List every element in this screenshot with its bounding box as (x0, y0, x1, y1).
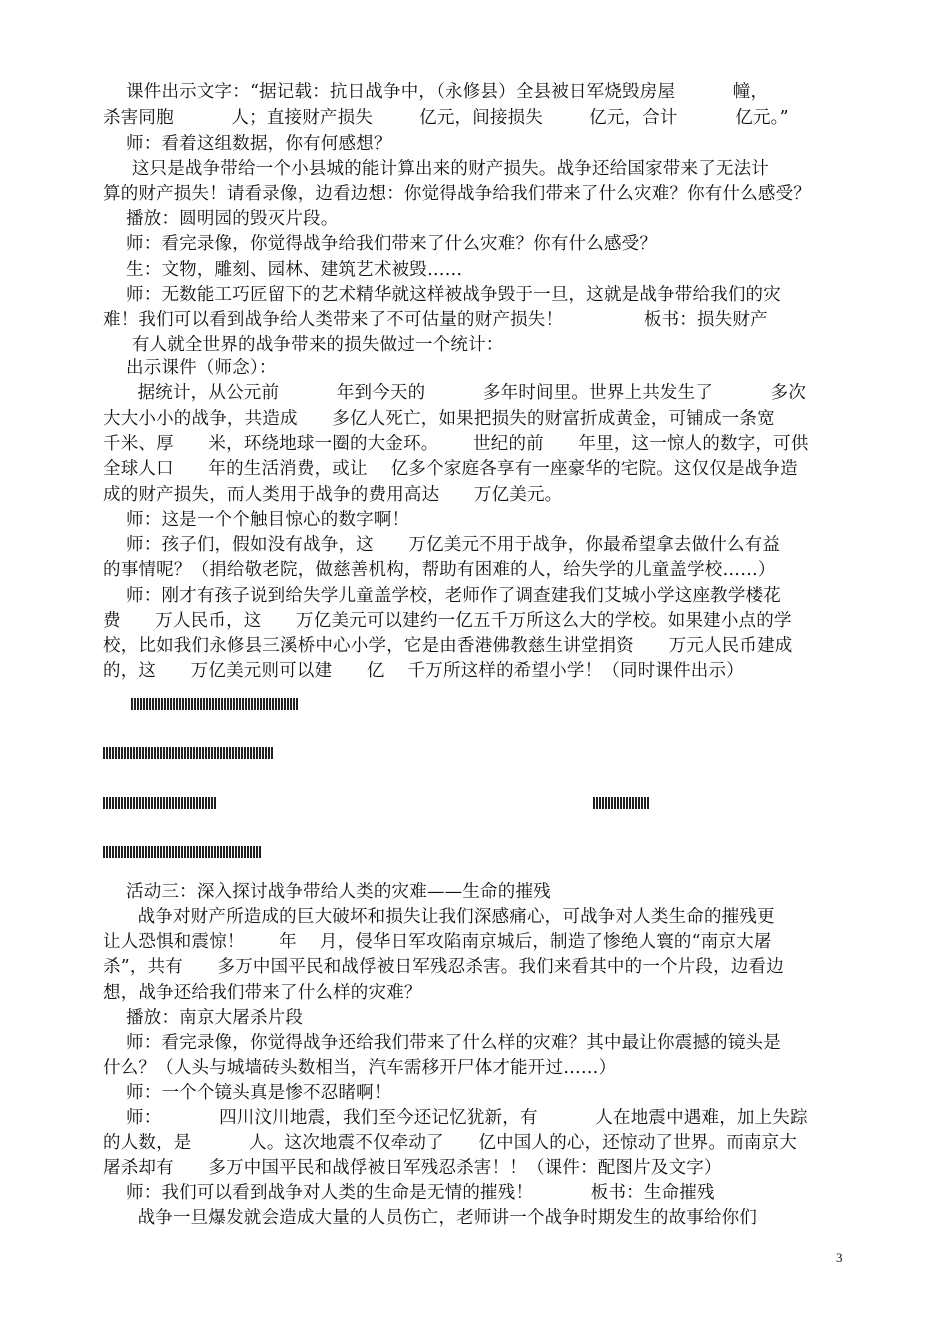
text-line: 成的财产损失，而人类用于战争的费用高达 万亿美元。 (103, 485, 563, 505)
missing-glyph-box (599, 797, 601, 809)
text-line: 杀害同胞 人；直接财产损失 亿元，间接损失 亿元，合计 亿元。” (103, 108, 789, 128)
missing-glyph-box (193, 797, 195, 809)
text-line: 难！我们可以看到战争给人类带来了不可估量的财产损失！ 板书：损失财产 (103, 310, 768, 330)
missing-glyph-box (238, 747, 240, 759)
missing-glyph-box (106, 846, 108, 858)
missing-glyph-box (202, 797, 204, 809)
missing-glyph-box (605, 797, 607, 809)
missing-glyph-box (178, 846, 180, 858)
missing-glyph-box (632, 797, 634, 809)
missing-glyph-box (190, 797, 192, 809)
missing-glyph-box (230, 698, 232, 710)
missing-glyph-box (199, 797, 201, 809)
missing-glyph-box (160, 747, 162, 759)
missing-glyph-box (133, 797, 135, 809)
missing-glyph-box (269, 698, 271, 710)
missing-glyph-box (145, 846, 147, 858)
missing-glyph-box (172, 797, 174, 809)
missing-glyph-box (187, 747, 189, 759)
missing-glyph-box (244, 747, 246, 759)
text-line: 全球人口 年的生活消费，或让 亿多个家庭各享有一座豪华的宅院。这仅仅是战争造 (103, 459, 798, 479)
missing-glyph-box (103, 747, 105, 759)
missing-glyph-box (161, 698, 163, 710)
missing-glyph-box (178, 747, 180, 759)
missing-glyph-box (620, 797, 622, 809)
text-line: 师：这是一个个触目惊心的数字啊！ (103, 510, 410, 530)
missing-glyph-box (217, 747, 219, 759)
missing-glyph-box (233, 698, 235, 710)
missing-glyph-box (154, 747, 156, 759)
missing-glyph-box (152, 698, 154, 710)
missing-glyph-box (268, 747, 270, 759)
missing-glyph-box (154, 797, 156, 809)
text-line: 师：看完录像，你觉得战争给我们带来了什么灾难？你有什么感受？ (103, 234, 658, 254)
text-line: 师： 四川汶川地震，我们至今还记忆犹新，有 人在地震中遇难，加上失踪 (103, 1108, 808, 1128)
missing-glyph-box (127, 747, 129, 759)
text-line: 的人数，是 人。这次地震不仅牵动了 亿中国人的心，还惊动了世界。而南京大 (103, 1133, 798, 1153)
missing-glyph-box (112, 747, 114, 759)
missing-glyph-box (218, 698, 220, 710)
missing-glyph-box (242, 698, 244, 710)
missing-glyph-box (265, 747, 267, 759)
missing-glyph-box (164, 698, 166, 710)
missing-glyph-box (112, 797, 114, 809)
text-line: 的事情呢？（捐给敬老院，做慈善机构，帮助有困难的人，给失学的儿童盖学校……） (103, 560, 776, 580)
missing-glyph-box (241, 747, 243, 759)
missing-glyph-box (184, 747, 186, 759)
missing-glyph-box (127, 846, 129, 858)
garbled-text-row (103, 797, 237, 811)
missing-glyph-box (145, 797, 147, 809)
missing-glyph-box (199, 747, 201, 759)
missing-glyph-box (226, 846, 228, 858)
missing-glyph-box (163, 797, 165, 809)
missing-glyph-box (200, 698, 202, 710)
missing-glyph-box (227, 698, 229, 710)
missing-glyph-box (266, 698, 268, 710)
missing-glyph-box (281, 698, 283, 710)
missing-glyph-box (203, 698, 205, 710)
missing-glyph-box (179, 698, 181, 710)
missing-glyph-box (139, 747, 141, 759)
missing-glyph-box (106, 797, 108, 809)
missing-glyph-box (250, 846, 252, 858)
missing-glyph-box (137, 698, 139, 710)
missing-glyph-box (139, 797, 141, 809)
missing-glyph-box (184, 797, 186, 809)
missing-glyph-box (241, 846, 243, 858)
text-line: 屠杀却有 多万中国平民和战俘被日军残忍杀害！！（课件：配图片及文字） (103, 1158, 722, 1178)
missing-glyph-box (223, 846, 225, 858)
missing-glyph-box (115, 797, 117, 809)
missing-glyph-box (121, 797, 123, 809)
missing-glyph-box (205, 797, 207, 809)
missing-glyph-box (142, 747, 144, 759)
missing-glyph-box (638, 797, 640, 809)
missing-glyph-box (214, 747, 216, 759)
missing-glyph-box (182, 698, 184, 710)
missing-glyph-box (187, 846, 189, 858)
missing-glyph-box (151, 747, 153, 759)
missing-glyph-box (140, 698, 142, 710)
missing-glyph-box (215, 698, 217, 710)
missing-glyph-box (220, 846, 222, 858)
missing-glyph-box (596, 797, 598, 809)
missing-glyph-box (163, 846, 165, 858)
missing-glyph-box (245, 698, 247, 710)
missing-glyph-box (247, 747, 249, 759)
missing-glyph-box (148, 747, 150, 759)
missing-glyph-box (212, 698, 214, 710)
missing-glyph-box (251, 698, 253, 710)
missing-glyph-box (190, 846, 192, 858)
missing-glyph-box (173, 698, 175, 710)
missing-glyph-box (163, 747, 165, 759)
missing-glyph-box (197, 698, 199, 710)
text-line: 让人恐惧和震惊！ 年 月，侵华日军攻陷南京城后，制造了惨绝人寰的“南京大屠 (103, 932, 772, 952)
missing-glyph-box (223, 747, 225, 759)
missing-glyph-box (194, 698, 196, 710)
missing-glyph-box (157, 797, 159, 809)
missing-glyph-box (169, 797, 171, 809)
missing-glyph-box (142, 846, 144, 858)
garbled-text-row (103, 846, 289, 860)
missing-glyph-box (253, 747, 255, 759)
text-line: 师：一个个镜头真是惨不忍睹啊！ (103, 1083, 392, 1103)
missing-glyph-box (167, 698, 169, 710)
text-line: 校，比如我们永修县三溪桥中心小学，它是由香港佛教慈生讲堂捐资 万元人民币建成 (103, 636, 793, 656)
text-line: 据统计，从公元前 年到今天的 多年时间里。世界上共发生了 多次 (103, 383, 807, 403)
missing-glyph-box (248, 698, 250, 710)
missing-glyph-box (296, 698, 298, 710)
missing-glyph-box (208, 846, 210, 858)
missing-glyph-box (647, 797, 649, 809)
missing-glyph-box (160, 797, 162, 809)
missing-glyph-box (185, 698, 187, 710)
missing-glyph-box (275, 698, 277, 710)
missing-glyph-box (254, 698, 256, 710)
missing-glyph-box (247, 846, 249, 858)
missing-glyph-box (160, 846, 162, 858)
missing-glyph-box (127, 797, 129, 809)
missing-glyph-box (226, 747, 228, 759)
missing-glyph-box (181, 747, 183, 759)
missing-glyph-box (236, 698, 238, 710)
missing-glyph-box (103, 846, 105, 858)
missing-glyph-box (133, 846, 135, 858)
missing-glyph-box (635, 797, 637, 809)
missing-glyph-box (106, 747, 108, 759)
missing-glyph-box (118, 747, 120, 759)
missing-glyph-box (259, 846, 261, 858)
text-line: 有人就全世界的战争带来的损失做过一个统计： (103, 335, 504, 355)
missing-glyph-box (188, 698, 190, 710)
missing-glyph-box (112, 846, 114, 858)
missing-glyph-box (175, 747, 177, 759)
missing-glyph-box (169, 747, 171, 759)
missing-glyph-box (217, 846, 219, 858)
missing-glyph-box (235, 846, 237, 858)
missing-glyph-box (202, 747, 204, 759)
missing-glyph-box (191, 698, 193, 710)
missing-glyph-box (644, 797, 646, 809)
text-line: 师：孩子们，假如没有战争，这 万亿美元不用于战争，你最希望拿去做什么有益 (103, 535, 781, 555)
missing-glyph-box (263, 698, 265, 710)
missing-glyph-box (208, 747, 210, 759)
text-line: 算的财产损失！请看录像，边看边想：你觉得战争给我们带来了什么灾难？你有什么感受？ (103, 184, 811, 204)
missing-glyph-box (287, 698, 289, 710)
missing-glyph-box (259, 747, 261, 759)
missing-glyph-box (208, 797, 210, 809)
missing-glyph-box (196, 797, 198, 809)
missing-glyph-box (611, 797, 613, 809)
missing-glyph-box (211, 797, 213, 809)
missing-glyph-box (169, 846, 171, 858)
missing-glyph-box (253, 846, 255, 858)
missing-glyph-box (232, 747, 234, 759)
garbled-text-row (593, 797, 661, 811)
missing-glyph-box (115, 846, 117, 858)
missing-glyph-box (244, 846, 246, 858)
missing-glyph-box (202, 846, 204, 858)
missing-glyph-box (602, 797, 604, 809)
missing-glyph-box (190, 747, 192, 759)
missing-glyph-box (130, 797, 132, 809)
missing-glyph-box (205, 846, 207, 858)
missing-glyph-box (209, 698, 211, 710)
text-line: 播放：南京大屠杀片段 (103, 1008, 304, 1028)
missing-glyph-box (146, 698, 148, 710)
missing-glyph-box (121, 747, 123, 759)
missing-glyph-box (148, 846, 150, 858)
missing-glyph-box (260, 698, 262, 710)
missing-glyph-box (593, 797, 595, 809)
missing-glyph-box (118, 797, 120, 809)
missing-glyph-box (184, 846, 186, 858)
missing-glyph-box (145, 747, 147, 759)
missing-glyph-box (142, 797, 144, 809)
missing-glyph-box (151, 797, 153, 809)
missing-glyph-box (131, 698, 133, 710)
missing-glyph-box (118, 846, 120, 858)
missing-glyph-box (257, 698, 259, 710)
missing-glyph-box (187, 797, 189, 809)
missing-glyph-box (211, 846, 213, 858)
missing-glyph-box (103, 797, 105, 809)
page-number: 3 (836, 1250, 843, 1265)
missing-glyph-box (206, 698, 208, 710)
missing-glyph-box (181, 846, 183, 858)
missing-glyph-box (166, 747, 168, 759)
missing-glyph-box (154, 846, 156, 858)
missing-glyph-box (199, 846, 201, 858)
missing-glyph-box (238, 846, 240, 858)
missing-glyph-box (109, 747, 111, 759)
missing-glyph-box (220, 747, 222, 759)
missing-glyph-box (136, 747, 138, 759)
missing-glyph-box (641, 797, 643, 809)
missing-glyph-box (256, 747, 258, 759)
missing-glyph-box (626, 797, 628, 809)
missing-glyph-box (134, 698, 136, 710)
missing-glyph-box (109, 797, 111, 809)
missing-glyph-box (284, 698, 286, 710)
missing-glyph-box (130, 846, 132, 858)
missing-glyph-box (232, 846, 234, 858)
missing-glyph-box (629, 797, 631, 809)
text-line: 想，战争还给我们带来了什么样的灾难？ (103, 983, 422, 1003)
missing-glyph-box (115, 747, 117, 759)
missing-glyph-box (166, 846, 168, 858)
missing-glyph-box (229, 747, 231, 759)
missing-glyph-box (136, 846, 138, 858)
text-line: 什么？（人头与城墙砖头数相当，汽车需移开尸体才能开过……） (103, 1058, 617, 1078)
text-line: 战争一旦爆发就会造成大量的人员伤亡，老师讲一个战争时期发生的故事给你们 (103, 1208, 758, 1228)
text-line: 课件出示文字：“据记载：抗日战争中，（永修县）全县被日军烧毁房屋 幢， (103, 82, 769, 102)
missing-glyph-box (239, 698, 241, 710)
missing-glyph-box (278, 698, 280, 710)
missing-glyph-box (614, 797, 616, 809)
text-line: 师：刚才有孩子说到给失学儿童盖学校，老师作了调查建我们艾城小学这座教学楼花 (103, 586, 781, 606)
missing-glyph-box (271, 747, 273, 759)
missing-glyph-box (151, 846, 153, 858)
missing-glyph-box (229, 846, 231, 858)
missing-glyph-box (172, 747, 174, 759)
missing-glyph-box (235, 747, 237, 759)
missing-glyph-box (193, 846, 195, 858)
missing-glyph-box (133, 747, 135, 759)
text-line: 杀”，共有 多万中国平民和战俘被日军残忍杀害。我们来看其中的一个片段，边看边 (103, 957, 784, 977)
text-line: 费 万人民币，这 万亿美元可以建约一亿五千万所这么大的学校。如果建小点的学 (103, 611, 792, 631)
text-line: 师：看着这组数据，你有何感想？ (103, 134, 392, 154)
missing-glyph-box (157, 846, 159, 858)
missing-glyph-box (293, 698, 295, 710)
missing-glyph-box (623, 797, 625, 809)
text-line: 这只是战争带给一个小县城的能计算出来的财产损失。战争还给国家带来了无法计 (103, 159, 770, 179)
missing-glyph-box (170, 698, 172, 710)
missing-glyph-box (224, 698, 226, 710)
missing-glyph-box (214, 846, 216, 858)
missing-glyph-box (121, 846, 123, 858)
missing-glyph-box (175, 797, 177, 809)
missing-glyph-box (290, 698, 292, 710)
missing-glyph-box (124, 747, 126, 759)
missing-glyph-box (196, 747, 198, 759)
missing-glyph-box (172, 846, 174, 858)
missing-glyph-box (139, 846, 141, 858)
missing-glyph-box (193, 747, 195, 759)
missing-glyph-box (608, 797, 610, 809)
missing-glyph-box (181, 797, 183, 809)
text-line: 播放：圆明园的毁灭片段。 (103, 209, 339, 229)
text-line: 师：无数能工巧匠留下的艺术精华就这样被战争毁于一旦，这就是战争带给我们的灾 (103, 285, 781, 305)
missing-glyph-box (155, 698, 157, 710)
missing-glyph-box (124, 797, 126, 809)
text-line: 战争对财产所造成的巨大破坏和损失让我们深感痛心，可战争对人类生命的摧残更 (103, 907, 775, 927)
missing-glyph-box (262, 747, 264, 759)
missing-glyph-box (143, 698, 145, 710)
missing-glyph-box (214, 797, 216, 809)
section-heading: 活动三：深入探讨战争带给人类的灾难——生命的摧残 (103, 882, 551, 902)
missing-glyph-box (124, 846, 126, 858)
garbled-text-row (103, 747, 303, 761)
missing-glyph-box (176, 698, 178, 710)
missing-glyph-box (178, 797, 180, 809)
text-line: 千米、厚 米，环绕地球一圈的大金环。 世纪的前 年里，这一惊人的数字，可供 (103, 434, 809, 454)
text-line: 的，这 万亿美元则可以建 亿 千万所这样的希望小学！（同时课件出示） (103, 661, 744, 681)
text-line: 师：看完录像，你觉得战争还给我们带来了什么样的灾难？其中最让你震撼的镜头是 (103, 1033, 781, 1053)
missing-glyph-box (256, 846, 258, 858)
missing-glyph-box (157, 747, 159, 759)
missing-glyph-box (109, 846, 111, 858)
missing-glyph-box (158, 698, 160, 710)
missing-glyph-box (272, 698, 274, 710)
text-line: 大大小小的战争，共造成 多亿人死亡，如果把损失的财富折成黄金，可铺成一条宽 (103, 409, 775, 429)
text-line: 出示课件（师念）： (103, 358, 277, 378)
missing-glyph-box (148, 797, 150, 809)
missing-glyph-box (221, 698, 223, 710)
missing-glyph-box (205, 747, 207, 759)
garbled-text-row (131, 698, 327, 712)
text-line: 生：文物，雕刻、园林、建筑艺术被毁…… (103, 260, 463, 280)
missing-glyph-box (617, 797, 619, 809)
missing-glyph-box (149, 698, 151, 710)
missing-glyph-box (175, 846, 177, 858)
missing-glyph-box (196, 846, 198, 858)
missing-glyph-box (130, 747, 132, 759)
missing-glyph-box (166, 797, 168, 809)
text-line: 师：我们可以看到战争对人类的生命是无情的摧残！ 板书：生命摧残 (103, 1183, 715, 1203)
missing-glyph-box (136, 797, 138, 809)
missing-glyph-box (211, 747, 213, 759)
missing-glyph-box (250, 747, 252, 759)
